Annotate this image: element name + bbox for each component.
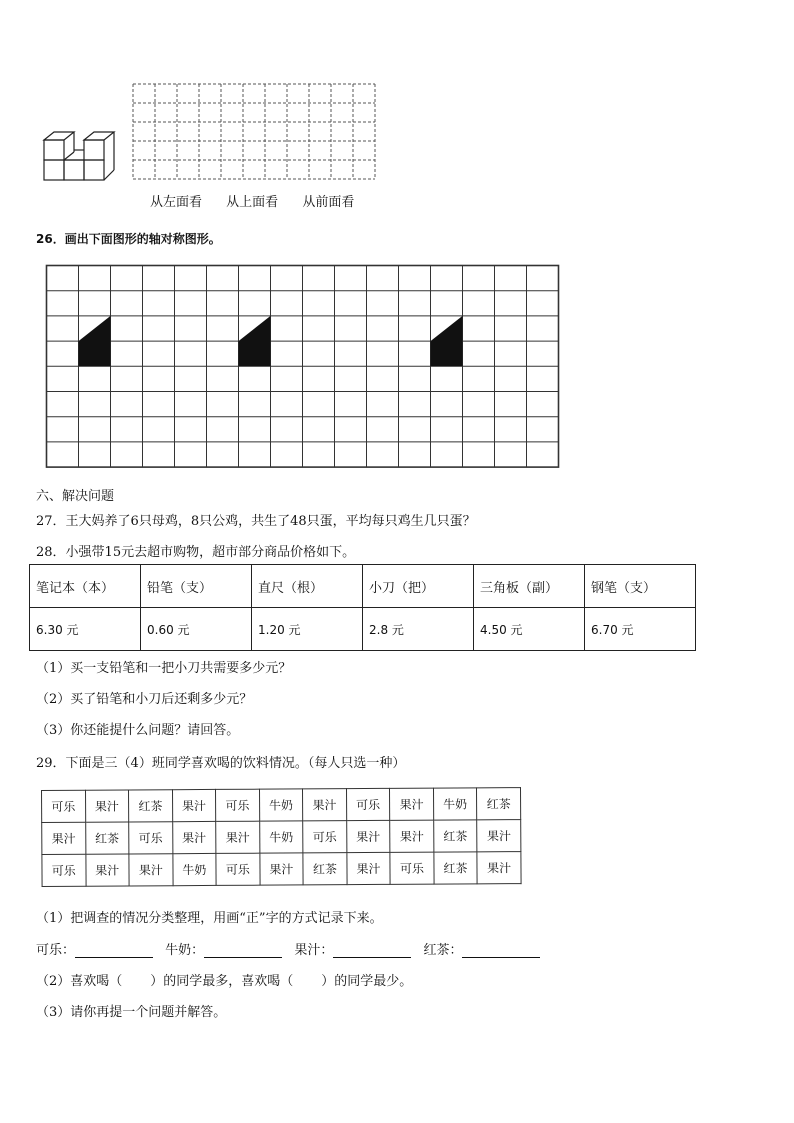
item-cell: 笔记本（本） xyxy=(30,565,141,608)
table-row xyxy=(42,820,521,855)
item-cell: 小刀（把） xyxy=(363,565,474,608)
q27-text: 27．王大妈养了6只母鸡，8只公鸡，共生了48只蛋，平均每只鸡生几只蛋？ xyxy=(36,514,476,529)
dashed-grid[interactable] xyxy=(132,83,380,181)
symmetry-grid[interactable] xyxy=(45,264,565,470)
table-row xyxy=(30,608,696,651)
drink-cell: 果汁 xyxy=(129,854,173,886)
drink-cell: 牛奶 xyxy=(259,821,303,853)
drink-cell: 果汁 xyxy=(390,820,434,852)
view-labels xyxy=(150,191,374,210)
item-cell: 直尺（根） xyxy=(252,565,363,608)
drink-cell: 红茶 xyxy=(303,853,347,885)
item-cell: 钢笔（支） xyxy=(585,565,696,608)
drink-cell: 果汁 xyxy=(172,789,216,821)
drink-cell: 果汁 xyxy=(303,789,347,821)
section-title: 六、解决问题 xyxy=(36,489,115,504)
drink-cell: 红茶 xyxy=(85,822,129,854)
drink-cell: 果汁 xyxy=(477,852,521,884)
drink-cell: 可乐 xyxy=(216,853,260,885)
drink-cell: 果汁 xyxy=(346,820,390,852)
shape-figure xyxy=(79,316,111,366)
drink-cell: 红茶 xyxy=(433,820,477,852)
drink-cell: 可乐 xyxy=(303,821,347,853)
drink-cell: 可乐 xyxy=(42,854,86,886)
drink-cell: 果汁 xyxy=(260,853,304,885)
drink-cell: 红茶 xyxy=(434,852,478,884)
drink-cell: 可乐 xyxy=(42,790,86,822)
q29-sub2-part: ）的同学最多，喜欢喝（ xyxy=(150,974,294,989)
tally-cola-label: 可乐： xyxy=(36,943,76,958)
q28-text: 28．小强带15元去超市购物，超市部分商品价格如下。 xyxy=(36,545,356,560)
drink-cell: 果汁 xyxy=(477,820,521,852)
drink-cell: 果汁 xyxy=(347,852,391,884)
shape-figure xyxy=(431,316,463,366)
tally-row xyxy=(36,939,548,958)
table-row xyxy=(30,565,696,608)
drink-cell: 可乐 xyxy=(346,788,390,820)
drink-cell: 可乐 xyxy=(390,852,434,884)
view-top-label: 从上面看 xyxy=(226,195,279,210)
table-row xyxy=(42,788,521,823)
drink-cell: 牛奶 xyxy=(172,853,216,885)
table-row xyxy=(42,852,521,887)
tally-tea-label: 红茶： xyxy=(423,943,463,958)
q28-sub3: （3）你还能提什么问题？请回答。 xyxy=(36,723,240,738)
drink-cell: 果汁 xyxy=(216,821,260,853)
view-left-label: 从左面看 xyxy=(150,195,203,210)
drink-cell: 果汁 xyxy=(390,788,434,820)
q28-sub1: （1）买一支铅笔和一把小刀共需要多少元？ xyxy=(36,661,292,676)
q29-sub2-part: ）的同学最少。 xyxy=(321,974,413,989)
drink-cell: 果汁 xyxy=(42,822,86,854)
tally-juice-label: 果汁： xyxy=(294,943,334,958)
drink-cell: 牛奶 xyxy=(433,788,477,820)
tally-tea-blank[interactable] xyxy=(462,945,540,958)
price-table xyxy=(29,564,696,651)
view-front-label: 从前面看 xyxy=(302,195,355,210)
price-cell: 1.20 元 xyxy=(252,608,363,651)
price-cell: 0.60 元 xyxy=(141,608,252,651)
tally-cola-blank[interactable] xyxy=(75,945,153,958)
tally-juice-blank[interactable] xyxy=(333,945,411,958)
q29-sub3: （3）请你再提一个问题并解答。 xyxy=(36,1005,227,1020)
drink-cell: 可乐 xyxy=(216,789,260,821)
cube-figure xyxy=(40,128,120,186)
q28-sub2: （2）买了铅笔和小刀后还剩多少元？ xyxy=(36,692,253,707)
drink-cell: 果汁 xyxy=(85,854,129,886)
drink-cell: 红茶 xyxy=(477,788,521,820)
item-cell: 铅笔（支） xyxy=(141,565,252,608)
q29-text: 29．下面是三（4）班同学喜欢喝的饮料情况。（每人只选一种） xyxy=(36,756,406,771)
tally-milk-blank[interactable] xyxy=(204,945,282,958)
drink-cell: 可乐 xyxy=(129,822,173,854)
drinks-table xyxy=(41,787,522,887)
q29-sub1: （1）把调查的情况分类整理，用画“正”字的方式记录下来。 xyxy=(36,911,383,926)
price-cell: 6.30 元 xyxy=(30,608,141,651)
item-cell: 三角板（副） xyxy=(474,565,585,608)
q29-sub2-part: （2）喜欢喝（ xyxy=(36,974,123,989)
tally-milk-label: 牛奶： xyxy=(165,943,205,958)
drink-cell: 果汁 xyxy=(85,790,129,822)
price-cell: 4.50 元 xyxy=(474,608,585,651)
drink-cell: 牛奶 xyxy=(259,789,303,821)
q26-title: 26．画出下面图形的轴对称图形。 xyxy=(36,232,221,246)
shape-figure xyxy=(239,316,271,366)
price-cell: 2.8 元 xyxy=(363,608,474,651)
price-cell: 6.70 元 xyxy=(585,608,696,651)
q29-sub2 xyxy=(36,970,412,989)
drink-cell: 果汁 xyxy=(172,821,216,853)
drink-cell: 红茶 xyxy=(129,790,173,822)
